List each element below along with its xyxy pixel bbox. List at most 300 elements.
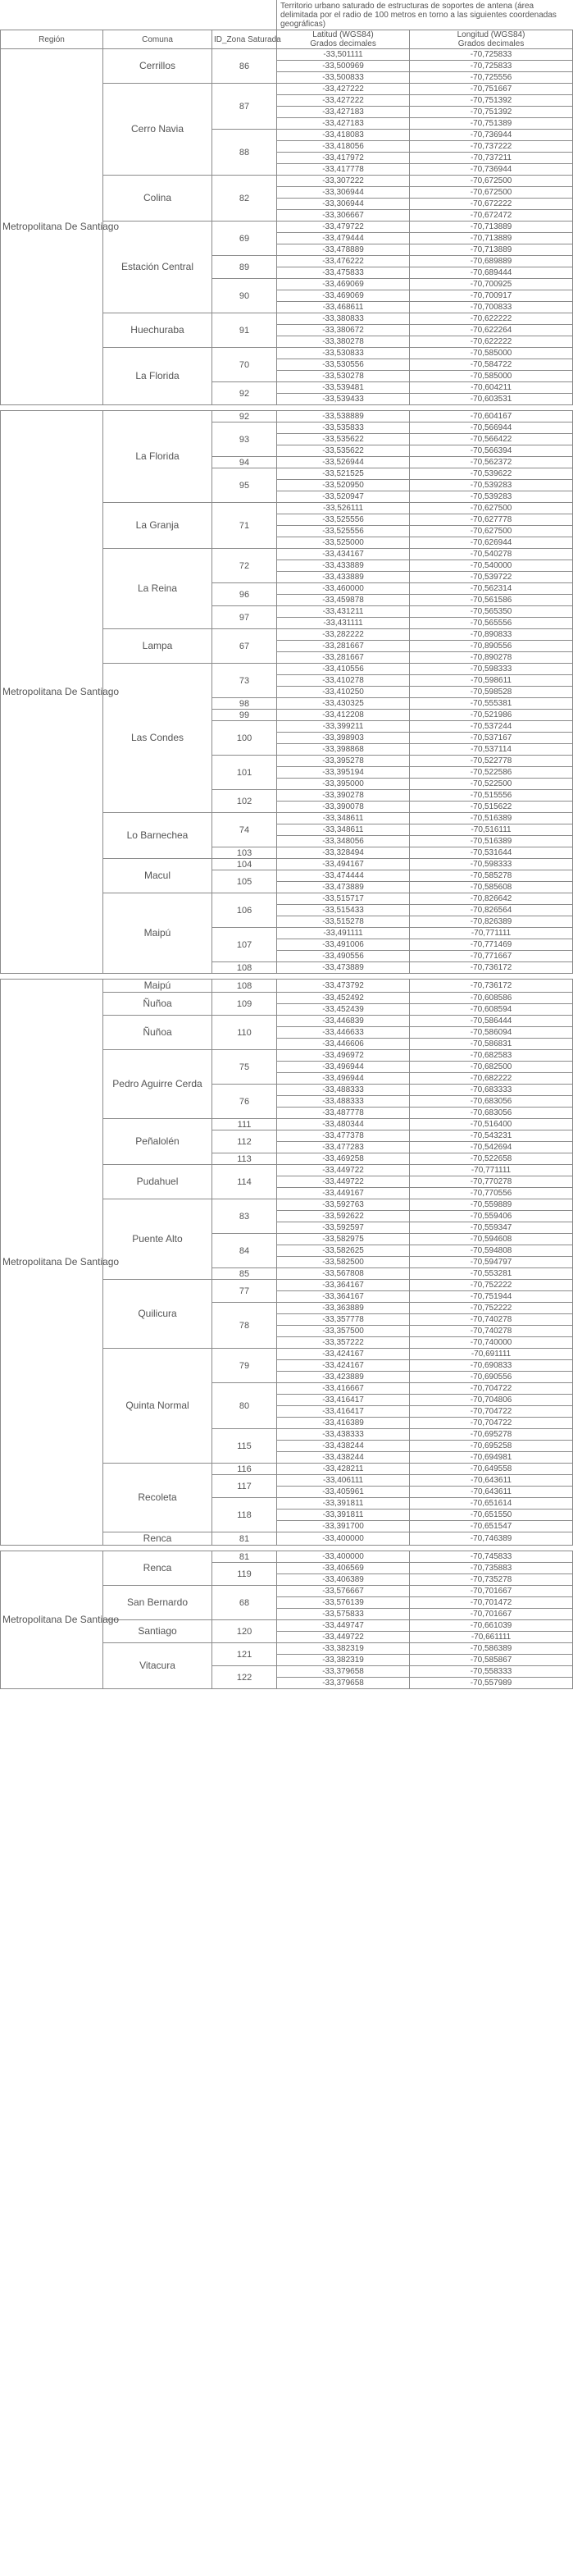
zona-id-cell: 111 <box>212 1119 277 1130</box>
longitude-cell: -70,565350 <box>410 606 573 618</box>
longitude-cell: -70,555381 <box>410 698 573 710</box>
latitude-cell: -33,431211 <box>277 606 410 618</box>
latitude-cell: -33,582625 <box>277 1245 410 1257</box>
longitude-cell: -70,516111 <box>410 824 573 836</box>
latitude-cell: -33,431111 <box>277 618 410 629</box>
longitude-cell: -70,704722 <box>410 1418 573 1429</box>
latitude-cell: -33,479444 <box>277 233 410 244</box>
latitude-cell: -33,379658 <box>277 1678 410 1689</box>
longitude-cell: -70,735883 <box>410 1563 573 1574</box>
longitude-cell: -70,746389 <box>410 1532 573 1546</box>
zona-id-cell: 118 <box>212 1498 277 1532</box>
longitude-cell: -70,585608 <box>410 882 573 893</box>
comuna-cell: La Granja <box>103 503 212 549</box>
latitude-cell: -33,395278 <box>277 756 410 767</box>
longitude-cell: -70,683056 <box>410 1108 573 1119</box>
longitude-cell: -70,622222 <box>410 313 573 325</box>
longitude-cell: -70,890278 <box>410 652 573 664</box>
comuna-cell: La Florida <box>103 411 212 503</box>
latitude-cell: -33,449722 <box>277 1176 410 1188</box>
comuna-cell: Renca <box>103 1532 212 1546</box>
comuna-cell: Quinta Normal <box>103 1349 212 1464</box>
longitude-cell: -70,771111 <box>410 928 573 939</box>
latitude-cell: -33,525556 <box>277 514 410 526</box>
longitude-cell: -70,559406 <box>410 1211 573 1222</box>
longitude-cell: -70,672472 <box>410 210 573 222</box>
longitude-cell: -70,543231 <box>410 1130 573 1142</box>
latitude-cell: -33,475833 <box>277 267 410 279</box>
comuna-cell: Ñuñoa <box>103 1016 212 1050</box>
latitude-cell: -33,515433 <box>277 905 410 916</box>
latitude-cell: -33,434167 <box>277 549 410 560</box>
zona-id-cell: 92 <box>212 382 277 405</box>
zona-id-cell: 76 <box>212 1085 277 1119</box>
latitude-cell: -33,535833 <box>277 422 410 434</box>
comuna-cell: La Florida <box>103 348 212 405</box>
zona-id-cell: 122 <box>212 1666 277 1689</box>
comuna-cell: Huechuraba <box>103 313 212 348</box>
zona-id-cell: 106 <box>212 893 277 928</box>
zona-id-cell: 91 <box>212 313 277 348</box>
longitude-cell: -70,558333 <box>410 1666 573 1678</box>
longitude-cell: -70,531644 <box>410 847 573 859</box>
longitude-cell: -70,725556 <box>410 72 573 84</box>
longitude-cell: -70,751392 <box>410 107 573 118</box>
longitude-cell: -70,539622 <box>410 468 573 480</box>
longitude-cell: -70,737211 <box>410 153 573 164</box>
latitude-cell: -33,530556 <box>277 359 410 371</box>
comuna-cell: Recoleta <box>103 1464 212 1532</box>
zona-id-cell: 83 <box>212 1199 277 1234</box>
longitude-cell: -70,566944 <box>410 422 573 434</box>
latitude-cell: -33,576667 <box>277 1586 410 1597</box>
latitude-cell: -33,418083 <box>277 130 410 141</box>
longitude-cell: -70,689889 <box>410 256 573 267</box>
comuna-cell: Ñuñoa <box>103 993 212 1016</box>
longitude-cell: -70,626944 <box>410 537 573 549</box>
latitude-cell: -33,416417 <box>277 1406 410 1418</box>
latitude-cell: -33,438244 <box>277 1452 410 1464</box>
longitude-cell: -70,540000 <box>410 560 573 572</box>
longitude-cell: -70,594808 <box>410 1245 573 1257</box>
zona-id-cell: 89 <box>212 256 277 279</box>
longitude-cell: -70,890556 <box>410 641 573 652</box>
zona-id-cell: 92 <box>212 411 277 422</box>
longitude-cell: -70,565556 <box>410 618 573 629</box>
comuna-cell: Colina <box>103 176 212 222</box>
zona-id-cell: 103 <box>212 847 277 859</box>
longitude-cell: -70,770278 <box>410 1176 573 1188</box>
latitude-cell: -33,406389 <box>277 1574 410 1586</box>
latitude-cell: -33,395000 <box>277 779 410 790</box>
latitude-cell: -33,526944 <box>277 457 410 468</box>
longitude-cell: -70,736944 <box>410 130 573 141</box>
longitude-cell: -70,585000 <box>410 348 573 359</box>
latitude-cell: -33,424167 <box>277 1349 410 1360</box>
latitude-cell: -33,438333 <box>277 1429 410 1441</box>
longitude-cell: -70,725833 <box>410 49 573 61</box>
longitude-cell: -70,516389 <box>410 836 573 847</box>
longitude-cell: -70,598333 <box>410 664 573 675</box>
latitude-cell: -33,357222 <box>277 1337 410 1349</box>
zona-id-cell: 121 <box>212 1643 277 1666</box>
region-cell: Metropolitana De Santiago <box>1 49 103 405</box>
latitude-cell: -33,477378 <box>277 1130 410 1142</box>
longitude-cell: -70,683056 <box>410 1096 573 1108</box>
longitud-label: Longitud (WGS84) <box>457 30 525 39</box>
latitude-cell: -33,391811 <box>277 1498 410 1510</box>
zona-id-cell: 73 <box>212 664 277 698</box>
latitude-cell: -33,364167 <box>277 1291 410 1303</box>
zona-id-cell: 84 <box>212 1234 277 1268</box>
comuna-cell: Quilicura <box>103 1280 212 1349</box>
longitude-cell: -70,704806 <box>410 1395 573 1406</box>
latitude-cell: -33,438244 <box>277 1441 410 1452</box>
zona-id-cell: 117 <box>212 1475 277 1498</box>
latitude-cell: -33,535622 <box>277 434 410 445</box>
latitude-cell: -33,306944 <box>277 187 410 199</box>
longitude-cell: -70,890833 <box>410 629 573 641</box>
longitude-cell: -70,522586 <box>410 767 573 779</box>
latitude-cell: -33,446633 <box>277 1027 410 1039</box>
latitude-cell: -33,535622 <box>277 445 410 457</box>
comuna-cell: Renca <box>103 1551 212 1586</box>
latitude-cell: -33,476222 <box>277 256 410 267</box>
latitude-cell: -33,307222 <box>277 176 410 187</box>
latitude-cell: -33,469069 <box>277 279 410 290</box>
zona-id-cell: 68 <box>212 1586 277 1620</box>
longitude-cell: -70,826564 <box>410 905 573 916</box>
latitude-cell: -33,478889 <box>277 244 410 256</box>
comuna-cell: Maipú <box>103 980 212 993</box>
longitud-unit: Grados decimales <box>457 39 525 48</box>
comuna-cell: Pedro Aguirre Cerda <box>103 1050 212 1119</box>
zona-id-cell: 107 <box>212 928 277 962</box>
longitude-cell: -70,553281 <box>410 1268 573 1280</box>
zona-id-cell: 67 <box>212 629 277 664</box>
longitude-cell: -70,643611 <box>410 1475 573 1487</box>
latitude-cell: -33,449747 <box>277 1620 410 1632</box>
latitude-cell: -33,306944 <box>277 199 410 210</box>
zona-id-cell: 88 <box>212 130 277 176</box>
latitude-cell: -33,592622 <box>277 1211 410 1222</box>
latitude-cell: -33,281667 <box>277 641 410 652</box>
zona-id-cell: 102 <box>212 790 277 813</box>
latitude-cell: -33,480344 <box>277 1119 410 1130</box>
latitude-cell: -33,500833 <box>277 72 410 84</box>
zona-id-cell: 99 <box>212 710 277 721</box>
latitude-cell: -33,520950 <box>277 480 410 491</box>
zona-id-cell: 87 <box>212 84 277 130</box>
latitude-cell: -33,364167 <box>277 1280 410 1291</box>
latitude-cell: -33,379658 <box>277 1666 410 1678</box>
zona-id-cell: 114 <box>212 1165 277 1199</box>
longitude-cell: -70,770556 <box>410 1188 573 1199</box>
longitude-cell: -70,557989 <box>410 1678 573 1689</box>
longitude-cell: -70,516389 <box>410 813 573 824</box>
latitude-cell: -33,430325 <box>277 698 410 710</box>
longitude-cell: -70,542694 <box>410 1142 573 1153</box>
comuna-cell: San Bernardo <box>103 1586 212 1620</box>
latitude-cell: -33,446839 <box>277 1016 410 1027</box>
comuna-cell: Santiago <box>103 1620 212 1643</box>
zona-id-cell: 115 <box>212 1429 277 1464</box>
zona-id-cell: 108 <box>212 962 277 974</box>
latitude-cell: -33,395194 <box>277 767 410 779</box>
latitude-cell: -33,452492 <box>277 993 410 1004</box>
zona-id-cell: 113 <box>212 1153 277 1165</box>
longitude-cell: -70,713889 <box>410 222 573 233</box>
latitude-cell: -33,357500 <box>277 1326 410 1337</box>
latitud-label: Latitud (WGS84) <box>312 30 374 39</box>
table-title: Territorio urbano saturado de estructuras de soportes de antena (área delimitada por el radio de 100 metros en torno a las siguientes coordenadas geográficas) <box>277 1 573 30</box>
zona-id-cell: 86 <box>212 49 277 84</box>
longitude-cell: -70,604167 <box>410 411 573 422</box>
latitude-cell: -33,452439 <box>277 1004 410 1016</box>
comuna-cell: Peñalolén <box>103 1119 212 1165</box>
latitude-cell: -33,576139 <box>277 1597 410 1609</box>
longitude-cell: -70,661039 <box>410 1620 573 1632</box>
longitude-cell: -70,594608 <box>410 1234 573 1245</box>
longitude-cell: -70,691111 <box>410 1349 573 1360</box>
longitude-cell: -70,694981 <box>410 1452 573 1464</box>
longitude-cell: -70,695258 <box>410 1441 573 1452</box>
latitude-cell: -33,433889 <box>277 560 410 572</box>
zona-id-cell: 108 <box>212 980 277 993</box>
latitude-cell: -33,357778 <box>277 1314 410 1326</box>
longitude-cell: -70,700917 <box>410 290 573 302</box>
latitude-cell: -33,428211 <box>277 1464 410 1475</box>
longitude-cell: -70,826642 <box>410 893 573 905</box>
zona-id-cell: 72 <box>212 549 277 583</box>
longitude-cell: -70,566394 <box>410 445 573 457</box>
longitude-cell: -70,661111 <box>410 1632 573 1643</box>
longitude-cell: -70,745833 <box>410 1551 573 1563</box>
zona-id-cell: 120 <box>212 1620 277 1643</box>
latitude-cell: -33,488333 <box>277 1085 410 1096</box>
column-header-zona: ID_Zona Saturada <box>212 30 277 49</box>
zona-id-cell: 79 <box>212 1349 277 1383</box>
latitude-cell: -33,382319 <box>277 1643 410 1655</box>
longitude-cell: -70,704722 <box>410 1383 573 1395</box>
latitude-cell: -33,449722 <box>277 1165 410 1176</box>
longitude-cell: -70,651547 <box>410 1521 573 1532</box>
longitude-cell: -70,559347 <box>410 1222 573 1234</box>
latitude-cell: -33,416667 <box>277 1383 410 1395</box>
table-row <box>1 411 573 422</box>
latitude-cell: -33,348611 <box>277 824 410 836</box>
zona-id-cell: 80 <box>212 1383 277 1429</box>
latitude-cell: -33,491111 <box>277 928 410 939</box>
zona-id-cell: 104 <box>212 859 277 870</box>
longitude-cell: -70,700925 <box>410 279 573 290</box>
longitude-cell: -70,515556 <box>410 790 573 802</box>
latitude-cell: -33,391811 <box>277 1510 410 1521</box>
longitude-cell: -70,752222 <box>410 1280 573 1291</box>
latitude-cell: -33,380833 <box>277 313 410 325</box>
longitude-cell: -70,690556 <box>410 1372 573 1383</box>
table-header-row <box>1 30 573 49</box>
zona-id-cell: 116 <box>212 1464 277 1475</box>
zona-id-cell: 77 <box>212 1280 277 1303</box>
longitude-cell: -70,604211 <box>410 382 573 394</box>
latitude-cell: -33,348056 <box>277 836 410 847</box>
zona-id-cell: 98 <box>212 698 277 710</box>
longitude-cell: -70,737222 <box>410 141 573 153</box>
longitude-cell: -70,771111 <box>410 1165 573 1176</box>
longitude-cell: -70,627778 <box>410 514 573 526</box>
latitude-cell: -33,530278 <box>277 371 410 382</box>
longitude-cell: -70,672500 <box>410 187 573 199</box>
longitude-cell: -70,537114 <box>410 744 573 756</box>
zona-id-cell: 96 <box>212 583 277 606</box>
latitud-unit: Grados decimales <box>310 39 376 48</box>
latitude-cell: -33,306667 <box>277 210 410 222</box>
longitude-cell: -70,736172 <box>410 980 573 993</box>
longitude-cell: -70,539283 <box>410 480 573 491</box>
longitude-cell: -70,689444 <box>410 267 573 279</box>
longitude-cell: -70,516400 <box>410 1119 573 1130</box>
latitude-cell: -33,416389 <box>277 1418 410 1429</box>
longitude-cell: -70,594797 <box>410 1257 573 1268</box>
longitude-cell: -70,695278 <box>410 1429 573 1441</box>
longitude-cell: -70,539283 <box>410 491 573 503</box>
latitude-cell: -33,390278 <box>277 790 410 802</box>
latitude-cell: -33,400000 <box>277 1551 410 1563</box>
latitude-cell: -33,525556 <box>277 526 410 537</box>
latitude-cell: -33,399211 <box>277 721 410 733</box>
latitude-cell: -33,382319 <box>277 1655 410 1666</box>
region-cell: Metropolitana De Santiago <box>1 980 103 1546</box>
zona-id-cell: 105 <box>212 870 277 893</box>
zona-id-cell: 97 <box>212 606 277 629</box>
latitude-cell: -33,479722 <box>277 222 410 233</box>
latitude-cell: -33,282222 <box>277 629 410 641</box>
latitude-cell: -33,281667 <box>277 652 410 664</box>
longitude-cell: -70,585000 <box>410 371 573 382</box>
region-cell: Metropolitana De Santiago <box>1 411 103 974</box>
latitude-cell: -33,496944 <box>277 1073 410 1085</box>
longitude-cell: -70,562372 <box>410 457 573 468</box>
table-row <box>1 1551 573 1563</box>
longitude-cell: -70,608586 <box>410 993 573 1004</box>
section-gap <box>1 1546 573 1551</box>
latitude-cell: -33,469069 <box>277 290 410 302</box>
latitude-cell: -33,446606 <box>277 1039 410 1050</box>
longitude-cell: -70,771469 <box>410 939 573 951</box>
longitude-cell: -70,586389 <box>410 1643 573 1655</box>
latitude-cell: -33,380672 <box>277 325 410 336</box>
zona-id-cell: 70 <box>212 348 277 382</box>
zona-id-cell: 93 <box>212 422 277 457</box>
latitude-cell: -33,328494 <box>277 847 410 859</box>
zona-id-cell: 75 <box>212 1050 277 1085</box>
latitude-cell: -33,424167 <box>277 1360 410 1372</box>
latitude-cell: -33,410278 <box>277 675 410 687</box>
longitude-cell: -70,701667 <box>410 1586 573 1597</box>
comuna-cell: Macul <box>103 859 212 893</box>
longitude-cell: -70,751389 <box>410 118 573 130</box>
longitude-cell: -70,752222 <box>410 1303 573 1314</box>
latitude-cell: -33,474444 <box>277 870 410 882</box>
comuna-cell: Lampa <box>103 629 212 664</box>
zona-id-cell: 101 <box>212 756 277 790</box>
longitude-cell: -70,521986 <box>410 710 573 721</box>
comuna-cell: Cerrillos <box>103 49 212 84</box>
longitude-cell: -70,586094 <box>410 1027 573 1039</box>
longitude-cell: -70,682583 <box>410 1050 573 1062</box>
latitude-cell: -33,477283 <box>277 1142 410 1153</box>
longitude-cell: -70,598333 <box>410 859 573 870</box>
latitude-cell: -33,380278 <box>277 336 410 348</box>
longitude-cell: -70,562314 <box>410 583 573 595</box>
longitude-cell: -70,585867 <box>410 1655 573 1666</box>
zona-id-cell: 100 <box>212 721 277 756</box>
latitude-cell: -33,449167 <box>277 1188 410 1199</box>
comuna-cell: Lo Barnechea <box>103 813 212 859</box>
latitude-cell: -33,363889 <box>277 1303 410 1314</box>
latitude-cell: -33,427222 <box>277 84 410 95</box>
longitude-cell: -70,643611 <box>410 1487 573 1498</box>
longitude-cell: -70,751392 <box>410 95 573 107</box>
latitude-cell: -33,473889 <box>277 882 410 893</box>
latitude-cell: -33,494167 <box>277 859 410 870</box>
column-header-region: Región <box>1 30 103 49</box>
table-row <box>1 49 573 61</box>
zona-id-cell: 95 <box>212 468 277 503</box>
latitude-cell: -33,400000 <box>277 1532 410 1546</box>
longitude-cell: -70,690833 <box>410 1360 573 1372</box>
comuna-cell: Cerro Navia <box>103 84 212 176</box>
longitude-cell: -70,771667 <box>410 951 573 962</box>
latitude-cell: -33,417972 <box>277 153 410 164</box>
longitude-cell: -70,522778 <box>410 756 573 767</box>
longitude-cell: -70,704722 <box>410 1406 573 1418</box>
longitude-cell: -70,586831 <box>410 1039 573 1050</box>
zona-id-cell: 109 <box>212 993 277 1016</box>
longitude-cell: -70,683333 <box>410 1085 573 1096</box>
latitude-cell: -33,473889 <box>277 962 410 974</box>
longitude-cell: -70,559889 <box>410 1199 573 1211</box>
latitude-cell: -33,575833 <box>277 1609 410 1620</box>
latitude-cell: -33,459878 <box>277 595 410 606</box>
latitude-cell: -33,496972 <box>277 1050 410 1062</box>
latitude-cell: -33,412208 <box>277 710 410 721</box>
latitude-cell: -33,539481 <box>277 382 410 394</box>
latitude-cell: -33,427183 <box>277 118 410 130</box>
longitude-cell: -70,537244 <box>410 721 573 733</box>
latitude-cell: -33,469258 <box>277 1153 410 1165</box>
zona-id-cell: 74 <box>212 813 277 847</box>
longitude-cell: -70,651550 <box>410 1510 573 1521</box>
latitude-cell: -33,460000 <box>277 583 410 595</box>
latitude-cell: -33,410250 <box>277 687 410 698</box>
comuna-cell: La Reina <box>103 549 212 629</box>
comuna-cell: Maipú <box>103 893 212 974</box>
comuna-cell: Pudahuel <box>103 1165 212 1199</box>
latitude-cell: -33,468611 <box>277 302 410 313</box>
latitude-cell: -33,487778 <box>277 1108 410 1119</box>
section-gap <box>1 974 573 980</box>
longitude-cell: -70,740000 <box>410 1337 573 1349</box>
latitude-cell: -33,406111 <box>277 1475 410 1487</box>
latitude-cell: -33,592597 <box>277 1222 410 1234</box>
latitude-cell: -33,582500 <box>277 1257 410 1268</box>
latitude-cell: -33,427222 <box>277 95 410 107</box>
longitude-cell: -70,701472 <box>410 1597 573 1609</box>
longitude-cell: -70,608594 <box>410 1004 573 1016</box>
column-header-latitud <box>277 30 410 49</box>
